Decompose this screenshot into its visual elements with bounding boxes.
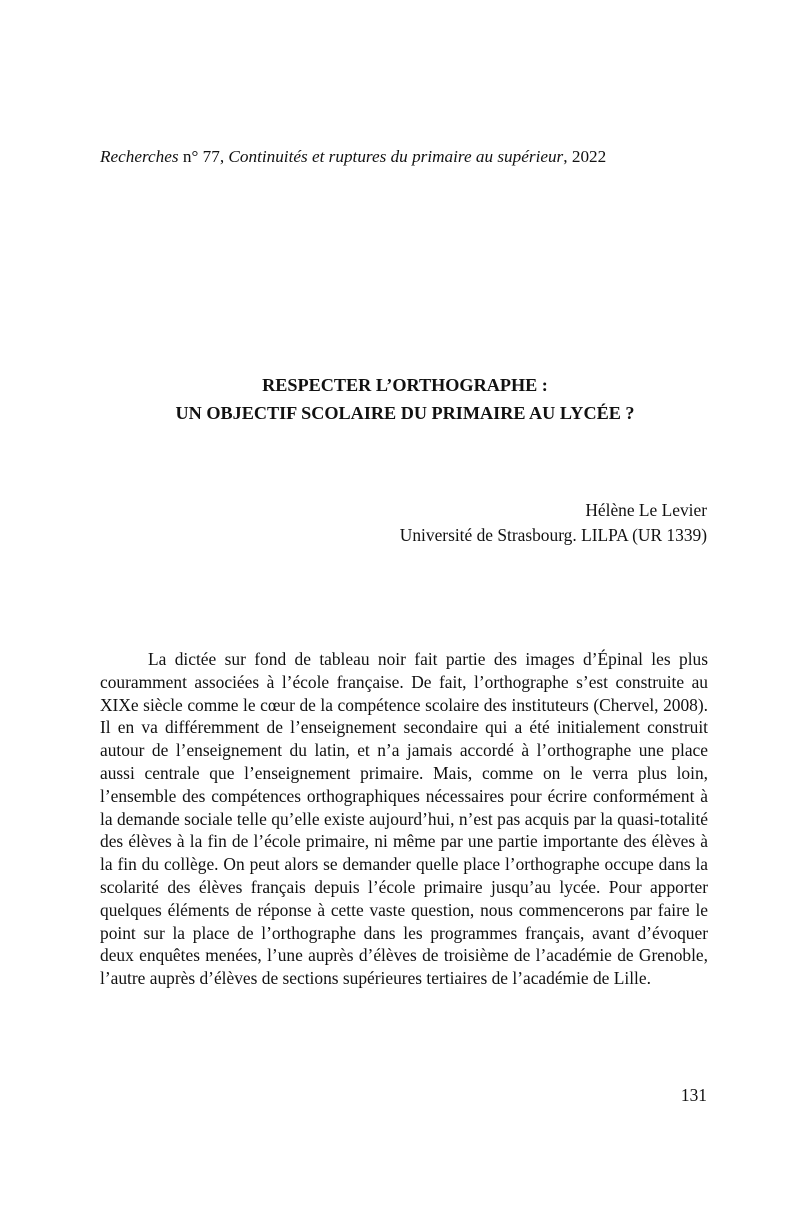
author-name: Hélène Le Levier [585, 500, 707, 520]
author-block [207, 498, 707, 548]
issue-number: n° 77, [178, 147, 229, 166]
running-header [100, 145, 720, 169]
title-line-2: UN OBJECTIF SCOLAIRE DU PRIMAIRE AU LYCÉE ? [175, 403, 635, 423]
article-title [100, 371, 710, 427]
issue-theme: Continuités et ruptures du primaire au supérieur [228, 147, 564, 166]
title-line-1: RESPECTER L’ORTHOGRAPHE : [262, 375, 548, 395]
body-paragraph: La dictée sur fond de tableau noir fait partie des images d’Épinal les plus couramment associées à l’école française. De fait, l’orthographe s’est construite au XIXe siècle comme le cœur de la compétence scolaire des instituteurs (Chervel, 2008). Il en va différemment de l’enseignement secondaire qui a été initialement construit autour de l’enseignement du latin, et n’a jamais accordé à l’orthographe une place aussi centrale que l’enseignement primaire. Mais, comme on le verra plus loin, l’ensemble des compétences orthographiques nécessaires pour écrire conformément à la demande sociale telle qu’elle existe aujourd’hui, n’est pas acquis par la quasi-totalité des élèves à la fin de l’école primaire, ni même par une partie importante des élèves à la fin du collège. On peut alors se demander quelle place l’orthographe occupe dans la scolarité des élèves français depuis l’école primaire jusqu’au lycée. Pour apporter quelques éléments de réponse à cette vaste question, nous commencerons par faire le point sur la place de l’orthographe dans les programmes français, avant d’évoquer deux enquêtes menées, l’une auprès d’élèves de troisième de l’académie de Grenoble, l’autre auprès d’élèves de sections supérieures tertiaires de l’académie de Lille. [100, 649, 708, 989]
page-number: 131 [680, 1085, 707, 1105]
author-affiliation: Université de Strasbourg. LILPA (UR 1339) [399, 525, 707, 545]
journal-name: Recherches [100, 147, 179, 166]
issue-year: , 2022 [563, 147, 607, 166]
article-body [100, 648, 708, 990]
